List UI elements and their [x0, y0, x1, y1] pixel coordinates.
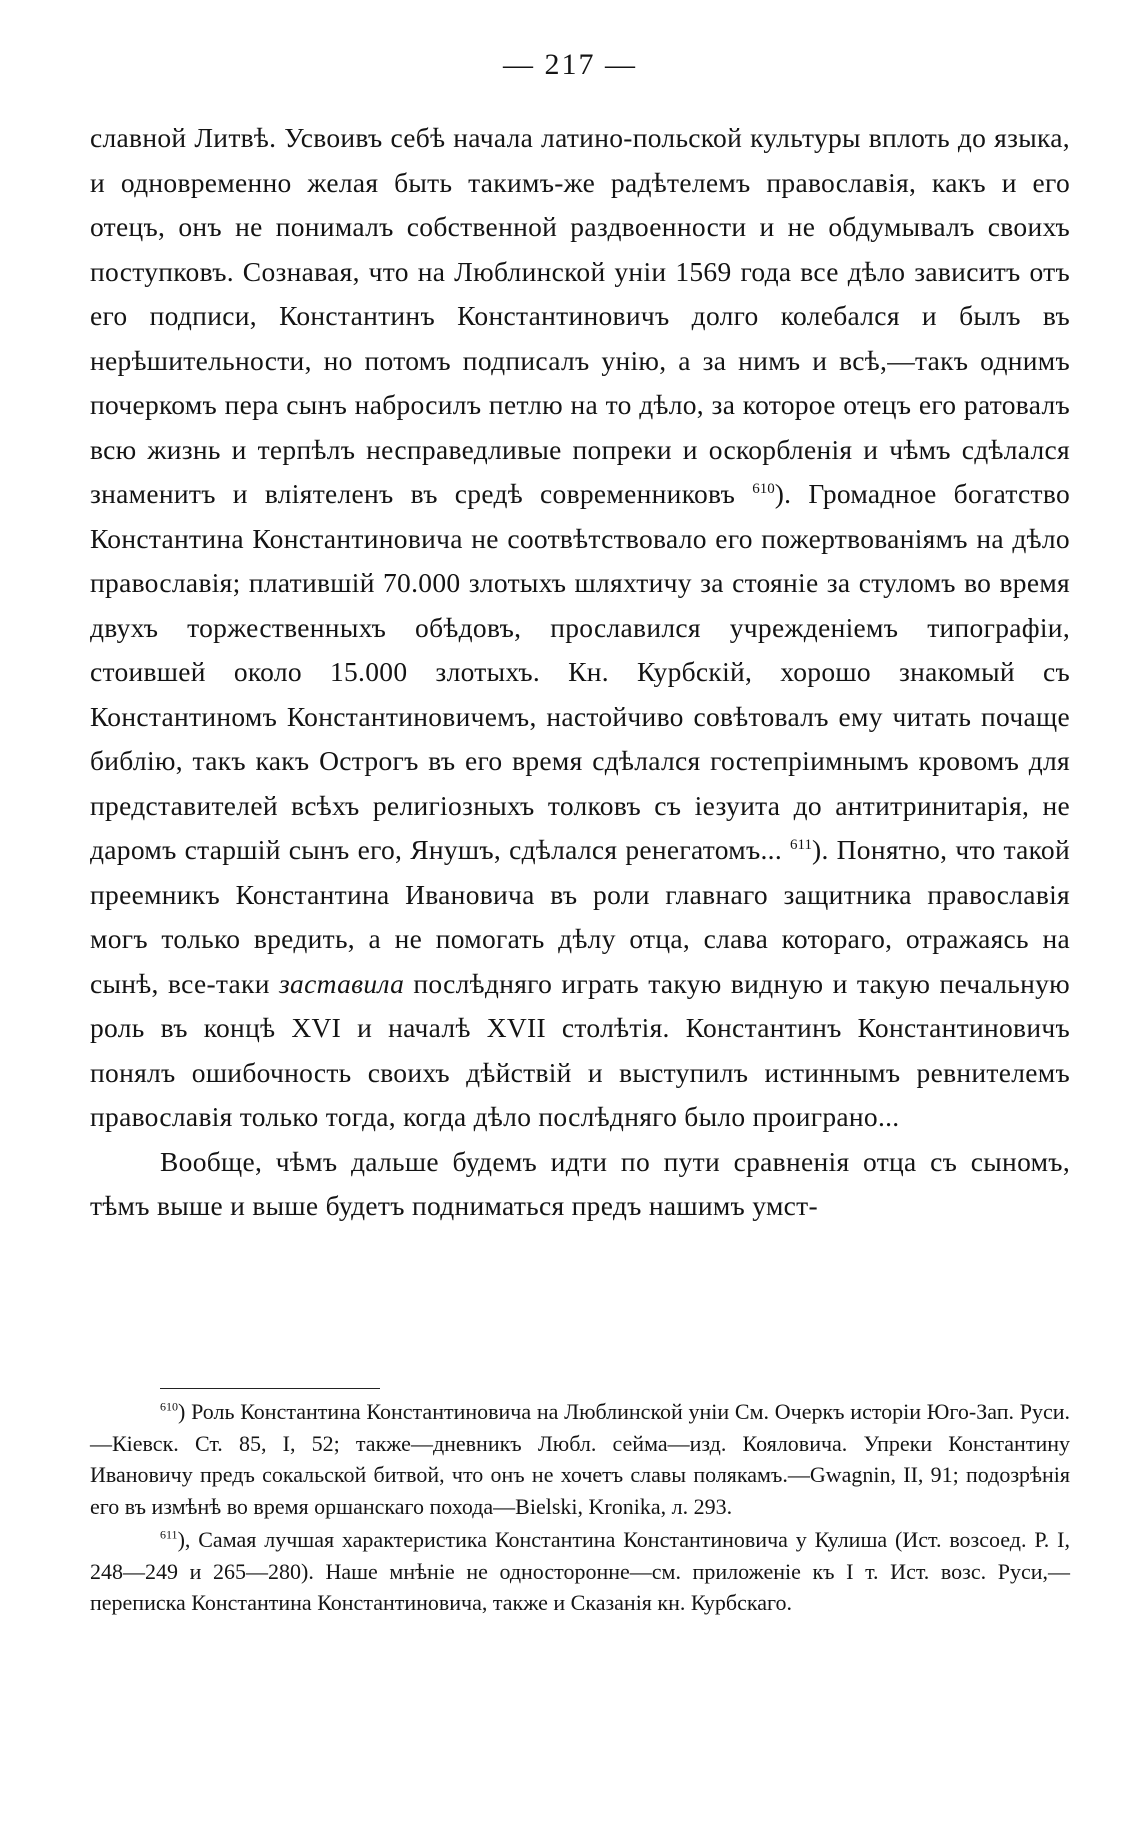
italic-emphasis: заставила: [279, 967, 405, 999]
footnote-611-text: ), Самая лучшая характеристика Константина Константиновича у Кулиша (Ист. возсоед. Р. I, 248—249 и 265—280). Наше мнѣніе не односторонне—см. приложеніе къ I т. Ист. возс. Руси,—переписка Константина Константиновича, также и Сказанія кн. Курбскаго.: [90, 1527, 1070, 1615]
page-number: — 217 —: [503, 48, 637, 81]
paragraph-1-part-3: ). Понятно, что такой преемникъ Константина Ивановича въ роли главнаго защитника православія могъ только вредить, а не помогать дѣлу отца, слава котораго, отражаясь на сынѣ, все-таки: [90, 834, 1070, 999]
footnote-610-marker: 610: [160, 1399, 178, 1414]
paragraph-1-part-4: послѣдняго играть такую видную и такую печальную роль въ концѣ XVI и началѣ XVII столѣтія. Константинъ Константиновичъ понялъ ошибочность своихъ дѣйствій и выступилъ истиннымъ ревнителемъ православія только тогда, когда дѣло послѣдняго было проиграно...: [90, 967, 1070, 1132]
paragraph-2: Вообще, чѣмъ дальше будемъ идти по пути сравненія отца съ сыномъ, тѣмъ выше и выше будетъ подниматься предъ нашимъ умст-: [90, 1145, 1070, 1221]
footnote-611: [90, 1524, 1070, 1619]
footnote-divider: [160, 1388, 380, 1389]
main-text: [90, 116, 1070, 1229]
footnotes: [90, 1396, 1070, 1619]
footnote-ref-611: 611: [790, 836, 812, 853]
paragraph-1-part-1: славной Литвѣ. Усвоивъ себѣ начала латино-польской культуры вплоть до языка, и одновременно желая быть такимъ-же радѣтелемъ православія, какъ и его отецъ, онъ не понималъ собственной раздвоенности и не обдумывалъ своихъ поступковъ. Сознавая, что на Люблинской уніи 1569 года все дѣло зависитъ отъ его подписи, Константинъ Константиновичъ долго колебался и былъ въ нерѣшительности, но потомъ подписалъ унію, а за нимъ и всѣ,—такъ однимъ почеркомъ пера сынъ набросилъ петлю на то дѣло, за которое отецъ его ратовалъ всю жизнь и терпѣлъ несправедливые попреки и оскорбленія и чѣмъ сдѣлался знаменитъ и вліятеленъ въ средѣ современниковъ: [90, 122, 1070, 509]
footnote-610: [90, 1396, 1070, 1522]
footnote-611-marker: 611: [160, 1527, 178, 1542]
paragraph-1-part-2: ). Громадное богатство Константина Константиновича не соотвѣтствовало его пожертвованіямъ на дѣло православія; платившій 70.000 злотыхъ шляхтичу за стояніе за стуломъ во время двухъ торжественныхъ обѣдовъ, прославился учрежденіемъ типографіи, стоившей около 15.000 злотыхъ. Кн. Курбскій, хорошо знакомый съ Константиномъ Константиновичемъ, настойчиво совѣтовалъ ему читать почаще библію, такъ какъ Острогъ въ его время сдѣлался гостепріимнымъ кровомъ для представителей всѣхъ религіозныхъ толковъ съ іезуита до антитринитарія, не даромъ старшій сынъ его, Янушъ, сдѣлался ренегатомъ...: [90, 478, 1070, 865]
footnote-610-text: ) Роль Константина Константиновича на Люблинской уніи См. Очеркъ исторіи Юго-Зап. Руси.—Кіевск. Ст. 85, I, 52; также—дневникъ Любл. сейма—изд. Кояловича. Упреки Константину Ивановичу предъ сокальской битвой, что онъ не хочетъ славы полякамъ.—Gwagnin, II, 91; подозрѣнія его въ измѣнѣ во время оршанскаго похода—Bielski, Kronika, л. 293.: [90, 1399, 1070, 1519]
footnote-ref-610: 610: [752, 480, 775, 497]
paragraph-1: [90, 116, 1070, 1140]
